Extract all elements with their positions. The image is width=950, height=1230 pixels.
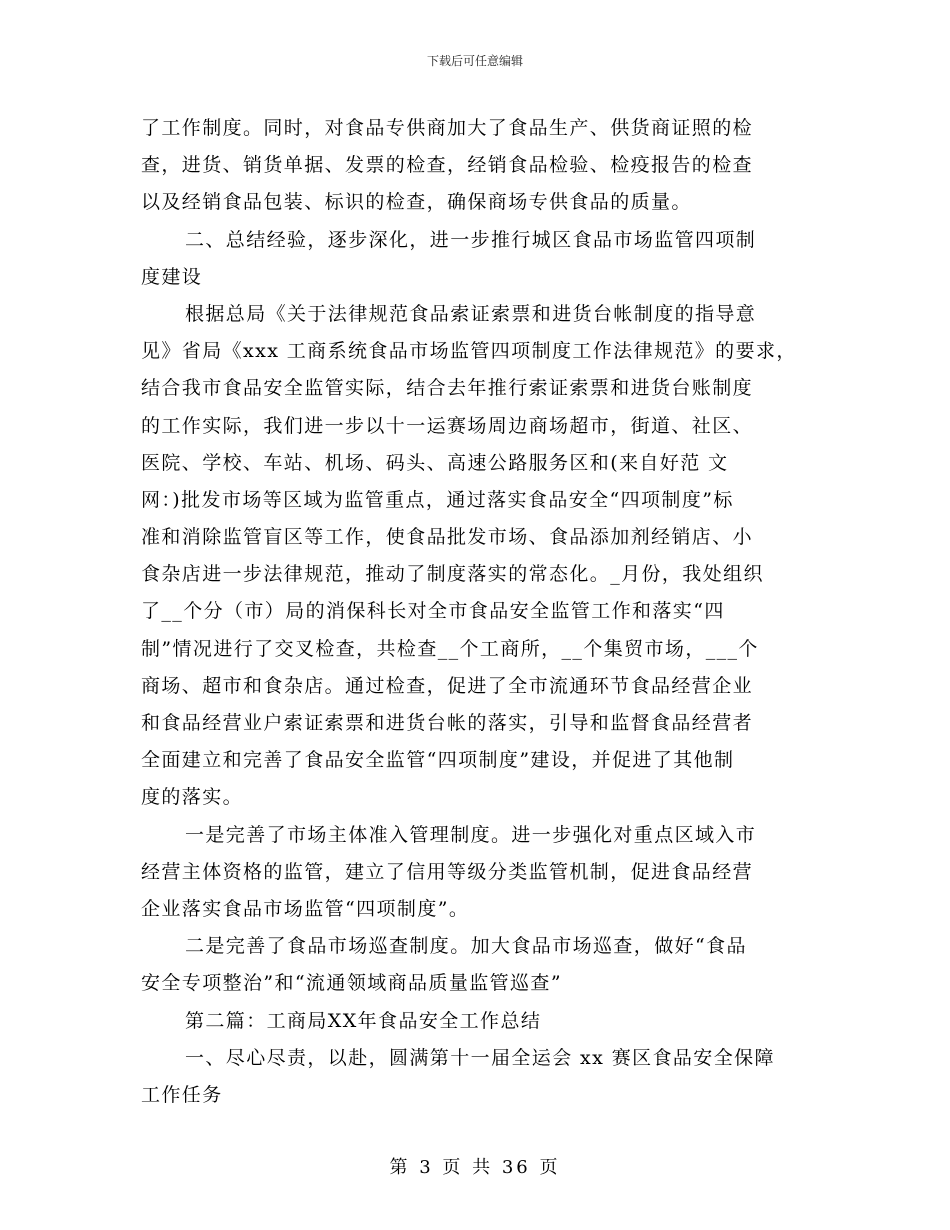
text-line: 以及经销食品包装、标识的检查，确保商场专供食品的质量。	[141, 191, 692, 214]
text-line: 和食品经营业户索证索票和进货台帐的落实，引导和监督食品经营者	[141, 712, 754, 734]
text-line: 见》省局《xxx 工商系统食品市场监管四项制度工作法律规范》的要求，	[141, 340, 797, 363]
text-line: 网：)批发市场等区域为监管重点，通过落实食品安全“四项制度”标	[141, 488, 734, 511]
text-line: 经营主体资格的监管，建立了信用等级分类监管机制，促进食品经营	[141, 860, 754, 883]
page-number: 第 3 页 共 36 页	[389, 1157, 561, 1178]
section-heading: 二、总结经验，逐步深化，进一步推行城区食品市场监管四项制	[185, 228, 757, 251]
text-line: 准和消除监管盲区等工作，使食品批发市场、食品添加剂经销店、小	[141, 526, 754, 549]
text-line: 的工作实际，我们进一步以十一运赛场周边商场超市，街道、社区、	[141, 414, 754, 437]
document-body	[141, 110, 821, 1114]
text-line: 了__个分（市）局的消保科长对全市食品安全监管工作和落实“四	[141, 600, 725, 623]
text-line: 商场、超市和食杂店。通过检查，促进了全市流通环节食品经营企业	[141, 674, 754, 697]
text-line: 查，进货、销货单据、发票的检查，经销食品检验、检疫报告的检查	[141, 154, 754, 177]
text-line: 工作任务	[141, 1083, 223, 1106]
text-line: 了工作制度。同时，对食品专供商加大了食品生产、供货商证照的检	[141, 117, 754, 139]
paragraph-start: 二是完善了食品市场巡查制度。加大食品市场巡查，做好“食品	[185, 935, 747, 958]
paragraph-start: 根据总局《关于法律规范食品索证索票和进货台帐制度的指导意	[185, 302, 757, 325]
chapter-title: 第二篇：工商局XX年食品安全工作总结	[185, 1009, 542, 1032]
text-line: 度的落实。	[141, 786, 244, 809]
page-header: 下载后可任意编辑	[426, 54, 523, 68]
text-line: 全面建立和完善了食品安全监管“四项制度”建设，并促进了其他制	[141, 749, 735, 772]
text-line: 企业落实食品市场监管“四项制度”。	[141, 897, 470, 920]
text-line: 制”情况进行了交叉检查，共检查__个工商所，__个集贸市场，___个	[141, 637, 759, 660]
text-line: 度建设	[141, 265, 203, 288]
paragraph-start: 一是完善了市场主体准入管理制度。进一步强化对重点区域入市	[185, 823, 757, 846]
section-heading: 一、尽心尽责，以赴，圆满第十一届全运会 xx 赛区食品安全保障	[185, 1046, 775, 1069]
text-line: 医院、学校、车站、机场、码头、高速公路服务区和(来自好范 文	[141, 451, 729, 474]
text-line: 结合我市食品安全监管实际，结合去年推行索证索票和进货台账制度	[141, 377, 754, 400]
text-line: 安全专项整治”和“流通领域商品质量监管巡查”	[141, 972, 562, 995]
text-line: 食杂店进一步法律规范，推动了制度落实的常态化。_月份，我处组织	[141, 563, 764, 586]
